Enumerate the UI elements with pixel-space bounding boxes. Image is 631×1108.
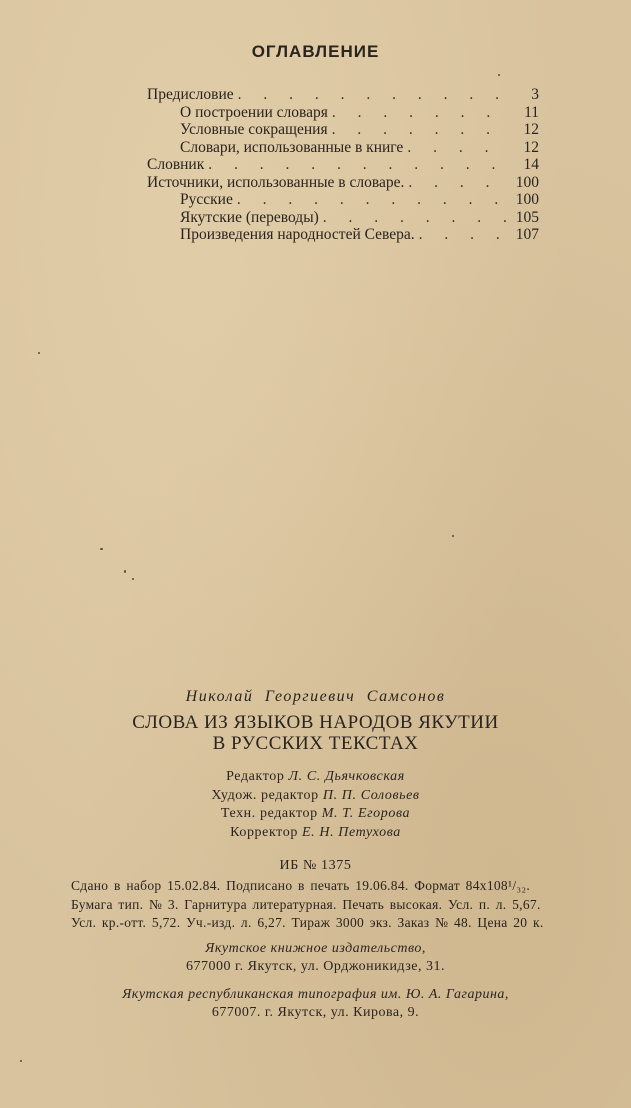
paper-speck [498,74,500,76]
toc-entry [147,86,539,104]
paper-speck [100,548,103,550]
paper-speck [452,535,454,537]
publisher-name: Якутское книжное издательство, [205,941,426,956]
staff-name: М. Т. Егорова [321,806,411,821]
toc-entry-page: 14 [523,156,539,173]
toc-entry-text: Словник [147,156,205,173]
toc-entry [147,104,539,122]
technical-line: Бумага тип. № 3. Гарнитура литературная. Печать высокая. Усл. п. л. 5,67. [71,896,541,912]
toc-leader-dots [208,156,509,174]
staff-row [0,768,631,787]
paper-speck [38,352,40,354]
book-title-line: В РУССКИХ ТЕКСТАХ [212,733,419,754]
staff-name: Е. Н. Петухова [302,824,401,840]
ib-number: ИБ № 1375 [279,858,352,873]
book-title [0,712,631,754]
toc-title: ОГЛАВЛЕНИЕ [251,42,380,61]
paper-speck [132,578,134,580]
paper-speck [20,1060,22,1062]
toc-leader-dots [332,121,509,139]
printer-name: Якутская республиканская типография им. Ю. А. Гагарина, [122,987,509,1002]
printer-address: 677007. г. Якутск, ул. Кирова, 9. [211,1005,420,1020]
staff-role: Худож. редактор [211,787,319,803]
toc-leader-dots [237,191,509,209]
publisher-block [0,940,631,1022]
paper-speck [124,570,126,573]
toc-entry-page: 100 [515,191,539,208]
staff-role: Техн. редактор [220,806,318,821]
technical-line: Сдано в набор 15.02.84. Подписано в печать 19.06.84. Формат 84x108¹/₃₂. [71,878,531,893]
staff-role: Корректор [230,824,298,840]
staff-name: Л. С. Дьячковская [288,769,405,784]
toc-entry [147,191,539,209]
toc-entry-text: Якутские (переводы) [180,208,319,226]
publisher-address: 677000 г. Якутск, ул. Орджоникидзе, 31. [186,959,445,974]
staff-role: Редактор [226,769,285,784]
toc-leader-dots [407,139,509,157]
staff-name: П. П. Соловьев [322,787,420,803]
staff-row [0,805,631,824]
toc-entry-text: Предисловие [147,86,234,103]
toc-entry-text: Русские [180,191,233,208]
toc-leader-dots [238,86,509,104]
toc-entry-page: 12 [523,121,539,138]
staff-credits [0,768,631,842]
toc-leader-dots [419,226,509,244]
toc-entry-text: Источники, использованные в словаре. [147,173,405,191]
toc-entry-page: 3 [531,86,539,103]
toc-entry-page: 107 [515,226,539,243]
toc-leader-dots [408,174,509,192]
toc-entry-page: 11 [524,103,539,121]
imprint-block [0,688,631,874]
toc-entry [147,121,539,139]
table-of-contents [147,86,539,244]
technical-details [71,877,631,933]
book-title-line: СЛОВА ИЗ ЯЗЫКОВ НАРОДОВ ЯКУТИИ [132,712,499,733]
toc-entry [147,174,539,192]
toc-entry-page: 105 [515,208,539,226]
toc-entry [147,226,539,244]
staff-row [0,824,631,843]
toc-entry-text: Произведения народностей Севера. [180,226,415,243]
toc-entry-page: 12 [523,138,539,156]
toc-entry-text: О построении словаря [180,103,328,121]
technical-line: Усл. кр.-отт. 5,72. Уч.-изд. л. 6,27. Тираж 3000 экз. Заказ № 48. Цена 20 к. [71,915,544,930]
toc-entry [147,156,539,174]
toc-entry-text: Словари, использованные в книге [180,138,404,156]
toc-entry-text: Условные сокращения [180,121,328,138]
toc-leader-dots [332,104,509,122]
author-name: Николай Георгиевич Самсонов [185,688,446,705]
toc-entry [147,139,539,157]
toc-entry-page: 100 [515,173,539,191]
toc-entry [147,209,539,227]
staff-row [0,787,631,806]
toc-leader-dots [323,209,509,227]
